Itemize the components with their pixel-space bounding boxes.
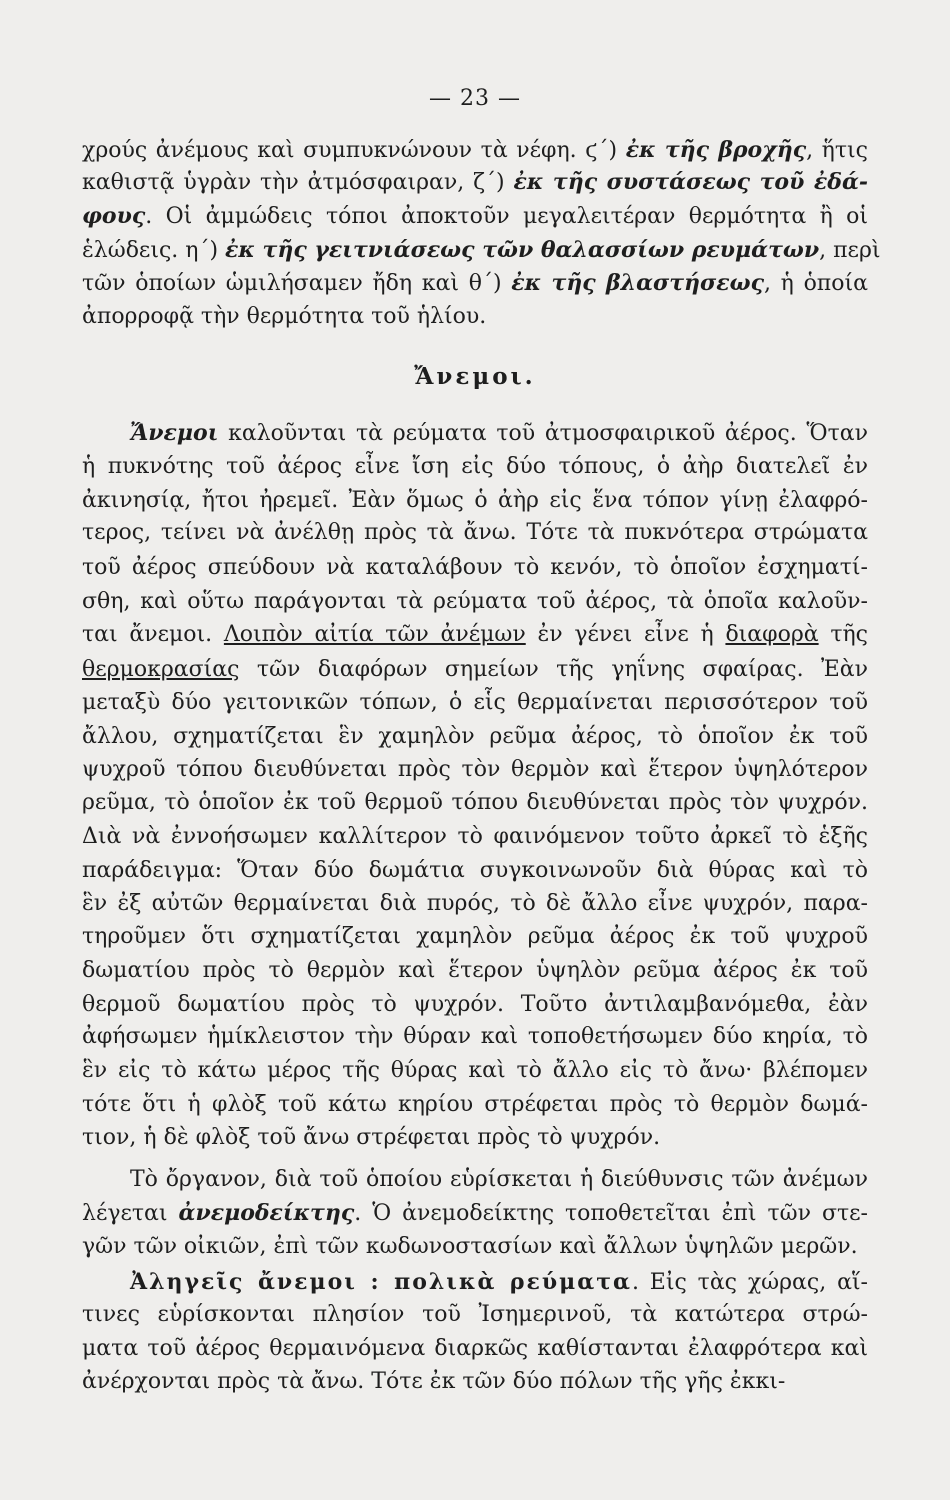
text-segment: ἡ πυκνότης τοῦ ἀέρος εἶνε ἴση εἰς δύο τόπους, ὁ ἀὴρ διατελεῖ ἐν — [82, 454, 868, 479]
text-segment: Διὰ νὰ ἐννοήσωμεν καλλίτερον τὸ φαινόμενον τοῦτο ἀρκεῖ τὸ ἑξῆς — [82, 824, 868, 849]
text-segment: . Ὁ ἀνεμοδείκτης τοποθετεῖται ἐπὶ τῶν στε- — [354, 1201, 868, 1226]
text-segment: , ἡ ὁποία — [763, 271, 868, 296]
text-segment: ται ἄνεμοι. — [82, 622, 224, 647]
text-line — [130, 1165, 868, 1195]
text-line — [82, 655, 868, 685]
section-heading: Ἄνεμοι. — [414, 363, 536, 390]
underlined-text: θερμοκρασίας — [82, 657, 240, 682]
text-line — [130, 418, 868, 449]
text-segment: ἀνέρχονται πρὸς τὰ ἄνω. Τότε ἐκ τῶν δύο πόλων τῆς γῆς ἐκκι- — [82, 1369, 786, 1394]
text-segment: τῶν διαφόρων σημείων τῆς γηΐνης σφαίρας. Ἐὰν — [239, 657, 868, 682]
text-segment: μεταξὺ δύο γειτονικῶν τόπων, ὁ εἷς θερμαίνεται περισσότερον τοῦ — [82, 690, 868, 715]
text-line — [82, 1334, 868, 1364]
text-line — [82, 553, 868, 583]
page-number: — 23 — — [429, 86, 521, 111]
text-segment: τοῦ ἀέρος σπεύδουν νὰ καταλάβουν τὸ κενόν, τὸ ὁποῖον ἐσχηματί- — [82, 555, 868, 580]
text-segment: . Εἰς τὰς χώρας, αἵ- — [631, 1270, 868, 1295]
text-line — [82, 1300, 868, 1330]
text-segment: θερμοῦ δωματίου πρὸς τὸ ψυχρόν. Τοῦτο ἀντιλαμβανόμεθα, ἐὰν — [82, 992, 868, 1017]
emphasized-text: ἐκ τῆς συστάσεως τοῦ ἐδά- — [513, 169, 869, 195]
text-line — [82, 135, 868, 166]
text-line — [82, 956, 868, 986]
text-line — [82, 268, 868, 299]
text-line — [82, 167, 868, 198]
text-line — [82, 1367, 868, 1397]
text-line — [82, 856, 868, 886]
text-segment: καθιστᾷ ὑγρὰν τὴν ἀτμόσφαιραν, ζ΄) — [82, 170, 514, 195]
text-line — [82, 889, 868, 919]
text-line — [82, 587, 868, 617]
text-segment: ψυχροῦ τόπου διευθύνεται πρὸς τὸν θερμὸν καὶ ἕτερον ὑψηλότερον — [82, 757, 868, 782]
text-segment: ρεῦμα, τὸ ὁποῖον ἐκ τοῦ θερμοῦ τόπου διευθύνεται πρὸς τὸν ψυχρόν. — [82, 790, 868, 815]
text-segment: ματα τοῦ ἀέρος θερμαινόμενα διαρκῶς καθίστανται ἐλαφρότερα καὶ — [82, 1336, 868, 1361]
emphasized-text: ἐκ τῆς βροχῆς — [625, 137, 807, 163]
text-segment: γῶν τῶν οἰκιῶν, ἐπὶ τῶν κωδωνοστασίων καὶ ἄλλων ὑψηλῶν μερῶν. — [82, 1234, 858, 1259]
text-segment: ἑλώδεις. η΄) — [82, 238, 226, 263]
underlined-text: διαφορὰ — [725, 622, 819, 647]
text-segment: δωματίου πρὸς τὸ θερμὸν καὶ ἕτερον ὑψηλὸν ρεῦμα ἀέρος ἐκ τοῦ — [82, 958, 868, 983]
text-line — [82, 1022, 868, 1052]
text-segment: Τὸ ὄργανον, διὰ τοῦ ὁποίου εὑρίσκεται ἡ διεύθυνσις τῶν ἀνέμων — [130, 1167, 868, 1192]
text-line — [82, 1090, 868, 1120]
emphasized-text: ἐκ τῆς βλαστήσεως — [511, 270, 764, 296]
text-line — [82, 452, 868, 482]
text-segment: ἓν εἰς τὸ κάτω μέρος τῆς θύρας καὶ τὸ ἄλλο εἰς τὸ ἄνω· βλέπομεν — [82, 1058, 868, 1083]
text-line — [82, 1056, 868, 1086]
emphasized-text: Ἄνεμοι — [130, 420, 219, 446]
text-segment: . Οἱ ἀμμώδεις τόποι ἀποκτοῦν μεγαλειτέραν θερμότητα ἢ οἱ — [145, 204, 868, 229]
text-segment: , περὶ — [819, 238, 881, 263]
text-segment: τῶν ὁποίων ὡμιλήσαμεν ἤδη καὶ θ΄) — [82, 271, 512, 296]
text-line — [82, 302, 868, 332]
text-segment: ἄλλου, σχηματίζεται ἓν χαμηλὸν ρεῦμα ἀέρος, τὸ ὁποῖον ἐκ τοῦ — [82, 724, 868, 749]
spaced-heading-text: Ἀληγεῖς ἄνεμοι : πολικὰ ρεύματα — [130, 1269, 632, 1295]
text-line — [82, 201, 868, 232]
text-line — [130, 1267, 868, 1298]
text-segment: τηροῦμεν ὅτι σχηματίζεται χαμηλὸν ρεῦμα ἀέρος ἐκ τοῦ ψυχροῦ — [82, 924, 868, 949]
text-line — [82, 688, 868, 718]
text-segment: ἀφήσωμεν ἡμίκλειστον τὴν θύραν καὶ τοποθετήσωμεν δύο κηρία, τὸ — [82, 1024, 868, 1049]
text-line — [82, 518, 868, 548]
text-line — [82, 822, 868, 852]
text-segment: χρούς ἀνέμους καὶ συμπυκνώνουν τὰ νέφη. ϛ΄) — [82, 138, 626, 163]
text-segment: τιον, ἡ δὲ φλὸξ τοῦ ἄνω στρέφεται πρὸς τὸ ψυχρόν. — [82, 1125, 661, 1150]
text-segment: τερος, τείνει νὰ ἀνέλθῃ πρὸς τὰ ἄνω. Τότε τὰ πυκνότερα στρώματα — [82, 520, 868, 545]
text-line — [82, 486, 868, 516]
text-segment: ἀκινησίᾳ, ἤτοι ἠρεμεῖ. Ἐὰν ὅμως ὁ ἀὴρ εἰς ἕνα τόπον γίνῃ ἐλαφρό- — [82, 488, 868, 513]
emphasized-text: φους — [82, 203, 146, 229]
text-segment: τινες εὑρίσκονται πλησίον τοῦ Ἰσημερινοῦ, τὰ κατώτερα στρώ- — [82, 1302, 868, 1327]
text-line — [82, 235, 881, 266]
text-line — [82, 990, 868, 1020]
text-segment: ἐν γένει εἶνε ἡ — [525, 622, 726, 647]
text-line — [82, 755, 868, 785]
emphasized-text: ἐκ τῆς γειτνιάσεως τῶν θαλασσίων ρευμάτων — [225, 237, 820, 263]
text-segment: ἓν ἐξ αὐτῶν θερμαίνεται διὰ πυρός, τὸ δὲ ἄλλο εἶνε ψυχρόν, παρα- — [82, 891, 868, 916]
text-line — [82, 1123, 868, 1153]
text-segment: παράδειγμα: Ὅταν δύο δωμάτια συγκοινωνοῦν διὰ θύρας καὶ τὸ — [82, 858, 868, 883]
text-line — [82, 1232, 868, 1262]
text-segment: τότε ὅτι ἡ φλὸξ τοῦ κάτω κηρίου στρέφεται πρὸς τὸ θερμὸν δωμά- — [82, 1092, 868, 1117]
underlined-text: Λοιπὸν αἰτία τῶν ἀνέμων — [223, 622, 526, 647]
emphasized-text: ἀνεμοδείκτης — [178, 1200, 355, 1226]
text-segment: σθη, καὶ οὕτω παράγονται τὰ ρεύματα τοῦ ἀέρος, τὰ ὁποῖα καλοῦν- — [82, 589, 868, 614]
text-line — [82, 620, 868, 650]
text-line — [82, 922, 868, 952]
text-segment: , ἥτις — [806, 138, 868, 163]
text-segment: καλοῦνται τὰ ρεύματα τοῦ ἀτμοσφαιρικοῦ ἀέρος. Ὅταν — [218, 421, 868, 446]
text-line — [82, 788, 868, 818]
text-segment: λέγεται — [82, 1201, 179, 1226]
text-segment: ἀπορροφᾷ τὴν θερμότητα τοῦ ἡλίου. — [82, 304, 487, 329]
text-line — [82, 1198, 868, 1229]
text-segment: τῆς — [818, 622, 868, 647]
text-line — [82, 722, 868, 752]
